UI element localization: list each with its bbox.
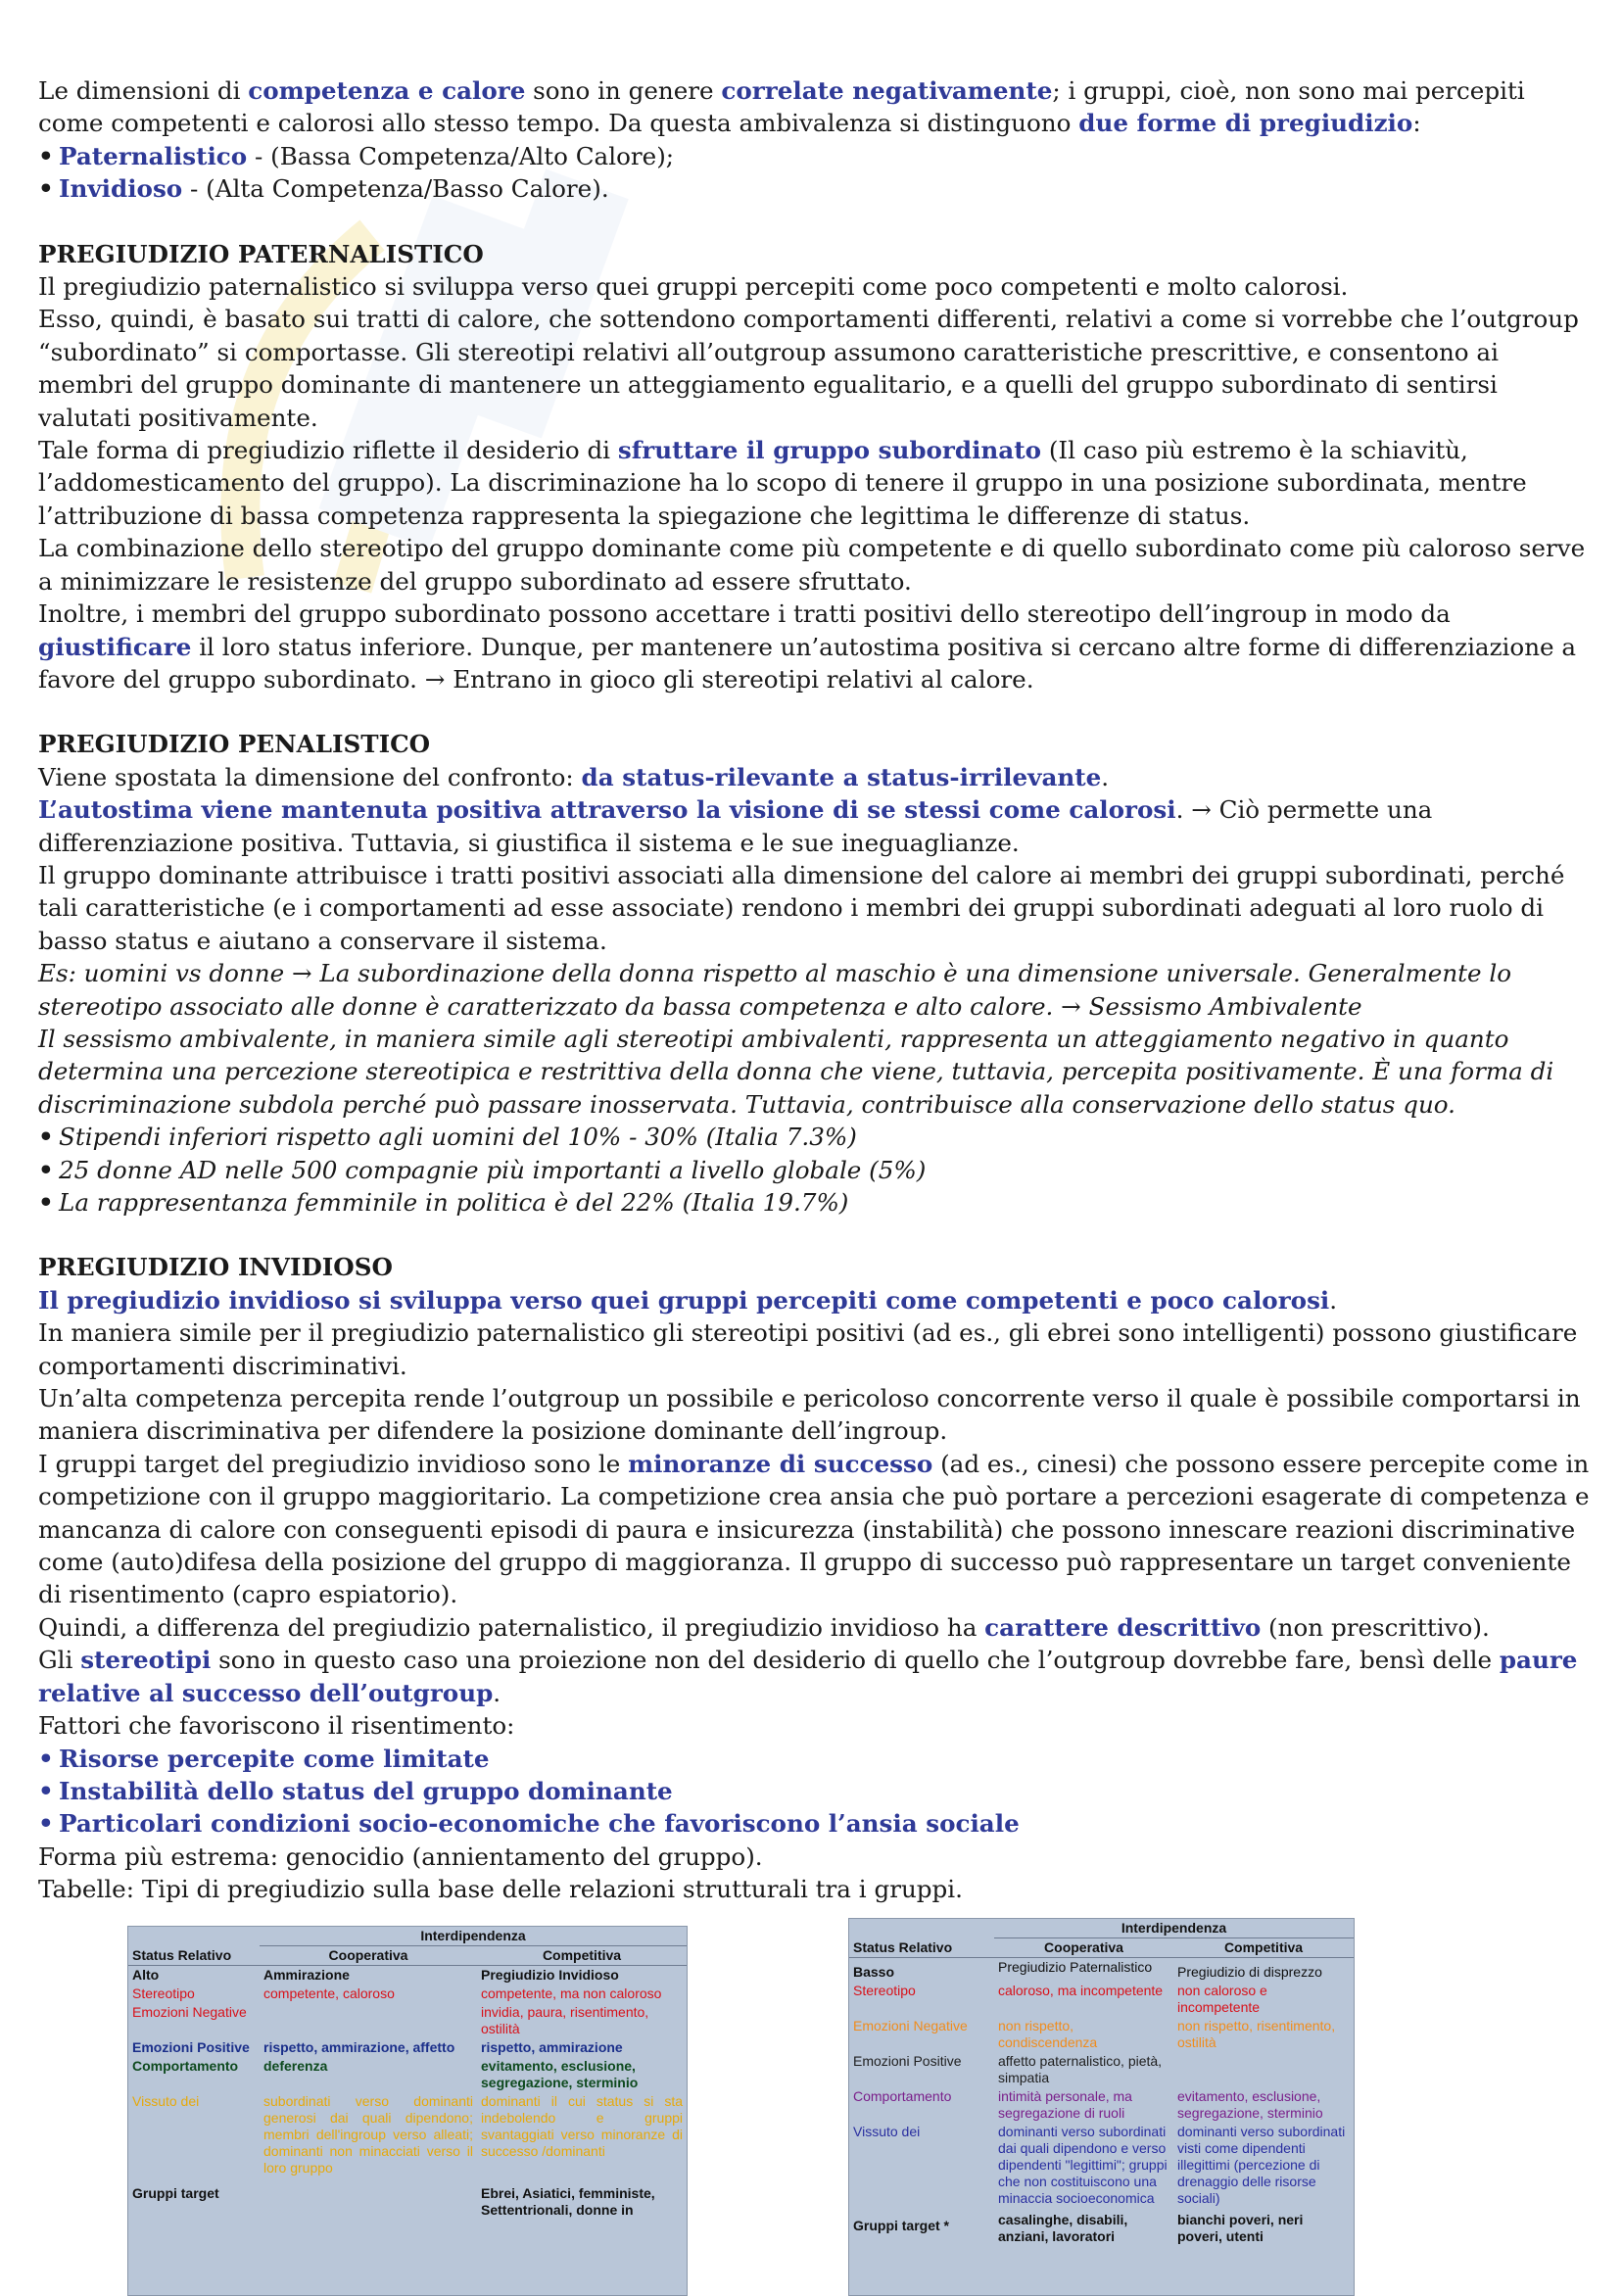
intro-list	[38, 140, 1591, 206]
table-row: Gruppi target * casalinghe, disabili, anziani, lavoratori bianchi poveri, neri poveri, utenti	[853, 2212, 1304, 2244]
table-row: Comportamento intimità personale, ma segregazione di ruoli evitamento, esclusione, segregazione, sterminio	[853, 2088, 1323, 2121]
table-row: Vissuto dei subordinati verso dominanti generosi dai quali dipendono; membri dell'ingroup verso alleati; dominanti non minacciati verso il loro gruppo dominanti il cui status si sta indebolendo e gruppi svantaggiati verso minoranze di successo /dominanti	[132, 2093, 683, 2176]
paragraph: Tale forma di pregiudizio riflette il desiderio di sfruttare il gruppo subordinato (Il caso più estremo è la schiavitù, l’addomesticamento del gruppo). La discriminazione ha lo scopo di tenere il gruppo in una posizione subordinata, mentre l’attribuzione di bassa competenza rappresenta la spiegazione che legittima le differenze di status.	[38, 436, 1527, 530]
table-row: Comportamento deferenza evitamento, esclusione, segregazione, sterminio	[132, 2058, 639, 2090]
list-item: • 25 donne AD nelle 500 compagnie più importanti a livello globale (5%)	[38, 1154, 1591, 1186]
table-header-status: Status Relativo	[128, 1946, 260, 1966]
paragraph: Il gruppo dominante attribuisce i tratti positivi associati alla dimensione del calore ai membri dei gruppi subordinati, perché tali caratteristiche (e i comportamenti ad esse associate) rendono i membri dei gruppi subordinati adeguati al loro ruolo di basso status e aiutano a conservare il sistema.	[38, 860, 1565, 955]
section-title-invidioso: PREGIUDIZIO INVIDIOSO	[38, 1253, 393, 1282]
table-row: Emozioni Negative non rispetto, condiscendenza non rispetto, risentimento, ostilità	[853, 2018, 1336, 2050]
table-row: Stereotipo competente, caloroso competente, ma non caloroso	[132, 1985, 662, 2001]
table-header-cooperativa: Cooperativa	[260, 1946, 477, 1966]
paragraph: L’autostima viene mantenuta positiva attraverso la visione di se stessi come calorosi. → Ciò permette una differenziazione positiva. Tuttavia, si giustifica il sistema e le sue ineguaglianze.	[38, 795, 1433, 857]
paragraph: Viene spostata la dimensione del confronto: da status-rilevante a status-irrilevante.	[38, 762, 1110, 791]
paragraph: Fattori che favoriscono il risentimento:	[38, 1711, 515, 1741]
paragraph: Il pregiudizio invidioso si sviluppa verso quei gruppi percepiti come competenti e poco calorosi.	[38, 1285, 1338, 1315]
stats-list	[38, 1121, 1591, 1219]
table-row: Stereotipo caloroso, ma incompetente non caloroso e incompetente	[853, 1983, 1267, 2015]
paragraph: Il pregiudizio paternalistico si sviluppa verso quei gruppi percepiti come poco competenti e molto calorosi.	[38, 272, 1349, 302]
list-item: • Instabilità dello status del gruppo dominante	[38, 1775, 1591, 1807]
paragraph: Il sessismo ambivalente, in maniera simile agli stereotipi ambivalenti, rappresenta un atteggiamento negativo in quanto determina una percezione stereotipica e restrittiva della donna che viene, tuttavia, percepita positivamente. È una forma di discriminazione subdola perché può passare inosservata. Tuttavia, contribuisce alla conservazione dello status quo.	[38, 1024, 1554, 1119]
table-header-competitiva: Competitiva	[477, 1946, 687, 1966]
paragraph: La combinazione dello stereotipo del gruppo dominante come più competente e di quello subordinato come più caloroso serve a minimizzare le resistenze del gruppo subordinato ad essere sfruttato.	[38, 534, 1586, 596]
section-title-penalistico: PREGIUDIZIO PENALISTICO	[38, 730, 431, 759]
table-row: Gruppi target Ebrei, Asiatici, femministe, Settentrionali, donne in	[132, 2185, 655, 2218]
table-left-status-alto	[127, 1926, 688, 2296]
list-item: • Stipendi inferiori rispetto agli uomini del 10% - 30% (Italia 7.3%)	[38, 1121, 1591, 1153]
paragraph: Forma più estrema: genocidio (annientamento del gruppo).	[38, 1842, 763, 1871]
example-paragraph: Es: uomini vs donne → La subordinazione della donna rispetto al maschio è una dimensione universale. Generalmente lo stereotipo associato alle donne è caratterizzato da bassa competenza e alto calore. → Sessismo Ambivalente	[38, 959, 1512, 1021]
list-item: • Paternalistico - (Bassa Competenza/Alto Calore);	[38, 140, 1591, 172]
table-row: Emozioni Negative invidia, paura, risentimento, ostilità	[132, 2004, 649, 2036]
document-body	[38, 74, 1591, 1906]
table-row: Alto Ammirazione Pregiudizio Invidioso	[132, 1967, 619, 1983]
tables-caption: Tabelle: Tipi di pregiudizio sulla base delle relazioni strutturali tra i gruppi.	[38, 1875, 963, 1904]
paragraph: Esso, quindi, è basato sui tratti di calore, che sottendono comportamenti differenti, relativi a come si vorrebbe che l’outgroup “subordinato” si comportasse. Gli stereotipi relativi all’outgroup assumono caratteristiche prescrittive, e consentono ai membri del gruppo dominante di mantenere un atteggiamento egualitario, e a quelli del gruppo subordinato di sentirsi valutati positivamente.	[38, 305, 1579, 432]
table-header-cooperativa: Cooperativa	[994, 1938, 1173, 1958]
table-header-interdipendenza: Interdipendenza	[994, 1919, 1354, 1938]
table-header-competitiva: Competitiva	[1173, 1938, 1354, 1958]
intro-paragraph: Le dimensioni di competenza e calore sono in genere correlate negativamente; i gruppi, cioè, non sono mai percepiti come competenti e calorosi allo stesso tempo. Da questa ambivalenza si distinguono due forme di pregiudizio:	[38, 76, 1525, 138]
paragraph: Quindi, a differenza del pregiudizio paternalistico, il pregiudizio invidioso ha carattere descrittivo (non prescrittivo).	[38, 1612, 1490, 1642]
paragraph: In maniera simile per il pregiudizio paternalistico gli stereotipi positivi (ad es., gli ebrei sono intelligenti) possono giustificare comportamenti discriminativi.	[38, 1318, 1578, 1380]
table-row: Basso Pregiudizio Paternalistico Pregiudizio di disprezzo	[853, 1959, 1322, 1980]
factors-list	[38, 1743, 1591, 1841]
paragraph: Gli stereotipi sono in questo caso una proiezione non del desiderio di quello che l’outgroup dovrebbe fare, bensì delle paure relative al successo dell’outgroup.	[38, 1646, 1578, 1707]
table-row: Emozioni Positive affetto paternalistico, pietà, simpatia	[853, 2053, 1163, 2085]
table-right-status-basso	[848, 1918, 1355, 2296]
list-item: • Risorse percepite come limitate	[38, 1743, 1591, 1775]
paragraph: I gruppi target del pregiudizio invidioso sono le minoranze di successo (ad es., cinesi) che possono essere percepite come in competizione con il gruppo maggioritario. La competizione crea ansia che può portare a percezioni esagerate di competenza e mancanza di calore con conseguenti episodi di paura e insicurezza (instabilità) che possono innescare reazioni discriminative come (auto)difesa della posizione del gruppo di maggioranza. Il gruppo di successo può rappresentare un target conveniente di risentimento (capro espiatorio).	[38, 1449, 1590, 1609]
table-header-status: Status Relativo	[849, 1938, 994, 1958]
table-header-interdipendenza: Interdipendenza	[260, 1927, 687, 1946]
list-item: • Invidioso - (Alta Competenza/Basso Calore).	[38, 172, 1591, 205]
table-row: Emozioni Positive rispetto, ammirazione, affetto rispetto, ammirazione	[132, 2039, 623, 2055]
list-item: • La rappresentanza femminile in politica è del 22% (Italia 19.7%)	[38, 1186, 1591, 1219]
list-item: • Particolari condizioni socio-economiche che favoriscono l’ansia sociale	[38, 1807, 1591, 1840]
paragraph: Inoltre, i membri del gruppo subordinato possono accettare i tratti positivi dello stereotipo dell’ingroup in modo da giustificare il loro status inferiore. Dunque, per mantenere un’autostima positiva si cercano altre forme di differenziazione a favore del gruppo subordinato. → Entrano in gioco gli stereotipi relativi al calore.	[38, 599, 1577, 694]
section-title-paternalistico: PREGIUDIZIO PATERNALISTICO	[38, 239, 484, 268]
paragraph: Un’alta competenza percepita rende l’outgroup un possibile e pericoloso concorrente verso il quale è possibile comportarsi in maniera discriminativa per difendere la posizione dominante dell’ingroup.	[38, 1384, 1581, 1446]
table-row: Vissuto dei dominanti verso subordinati dai quali dipendono e verso dipendenti "legittimi"; gruppi che non costituiscono una minaccia socioeconomica dominanti verso subordinati visti come dipendenti illegittimi (percezione di drenaggio delle risorse sociali)	[853, 2124, 1346, 2206]
